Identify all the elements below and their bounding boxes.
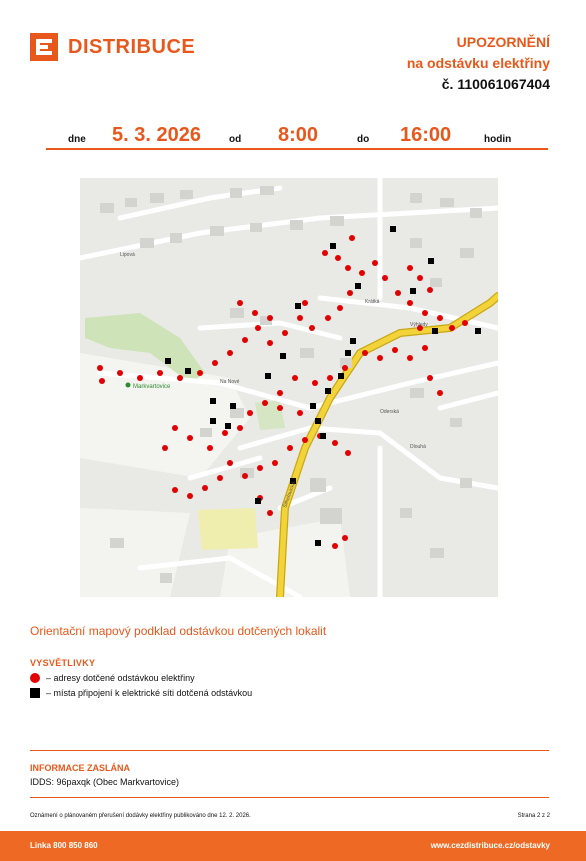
notice-number: č. 110061067404 bbox=[441, 76, 550, 92]
website-link[interactable]: www.cezdistribuce.cz/odstavky bbox=[430, 841, 550, 850]
street-label: Výhledy bbox=[410, 322, 428, 328]
from-time: 8:00 bbox=[278, 124, 319, 146]
legend-title: VYSVĚTLIVKY bbox=[30, 658, 96, 668]
red-dot-icon bbox=[30, 673, 40, 683]
divider bbox=[30, 750, 549, 751]
cez-logo bbox=[30, 33, 195, 61]
street-label: Dlouhá bbox=[410, 444, 426, 450]
info-title: INFORMACE ZASLÁNA bbox=[30, 763, 130, 773]
street-label: Oderská bbox=[380, 409, 399, 415]
notice-subtitle: na odstávku elektřiny bbox=[406, 55, 550, 71]
street-label: Na Nové bbox=[220, 379, 240, 385]
footer-bar bbox=[0, 831, 586, 861]
map-place-label: Markvartovice bbox=[133, 384, 171, 390]
street-label: Krátká bbox=[365, 299, 380, 305]
publication-note: Oznámení o plánovaném přerušení dodávky elektřiny publikováno dne 12. 2. 2026. bbox=[30, 813, 251, 819]
divider bbox=[30, 797, 549, 798]
hotline: Linka 800 850 860 bbox=[30, 841, 98, 850]
schedule-row bbox=[46, 124, 548, 150]
notice-heading bbox=[407, 32, 550, 95]
street-label: Šilheřovická bbox=[282, 481, 298, 509]
to-time: 16:00 bbox=[400, 124, 452, 146]
outage-date: 5. 3. 2026 bbox=[112, 124, 201, 146]
to-label: do bbox=[357, 134, 370, 145]
info-text: IDDS: 96paxqk (Obec Markvartovice) bbox=[30, 777, 180, 787]
hours-label: hodin bbox=[484, 134, 512, 145]
map-canvas bbox=[80, 178, 498, 597]
notice-title: UPOZORNĚNÍ bbox=[456, 34, 550, 50]
legend-item-label: – místa připojení k elektrické síti dotčená odstávkou bbox=[46, 688, 253, 698]
black-square-icon bbox=[30, 688, 40, 698]
brand-name: DISTRIBUCE bbox=[68, 35, 196, 58]
page-number: Strana 2 z 2 bbox=[517, 813, 550, 819]
from-label: od bbox=[229, 134, 242, 145]
map-caption: Orientační mapový podklad odstávkou dotčených lokalit bbox=[30, 624, 327, 638]
street-label: Lipová bbox=[120, 252, 135, 258]
day-label: dne bbox=[68, 134, 86, 145]
legend-item-label: – adresy dotčené odstávkou elektřiny bbox=[46, 673, 195, 683]
cez-logo-icon bbox=[30, 33, 58, 61]
legend-item-addresses bbox=[30, 673, 195, 683]
legend-item-connections bbox=[30, 688, 252, 698]
outage-map bbox=[80, 178, 498, 597]
